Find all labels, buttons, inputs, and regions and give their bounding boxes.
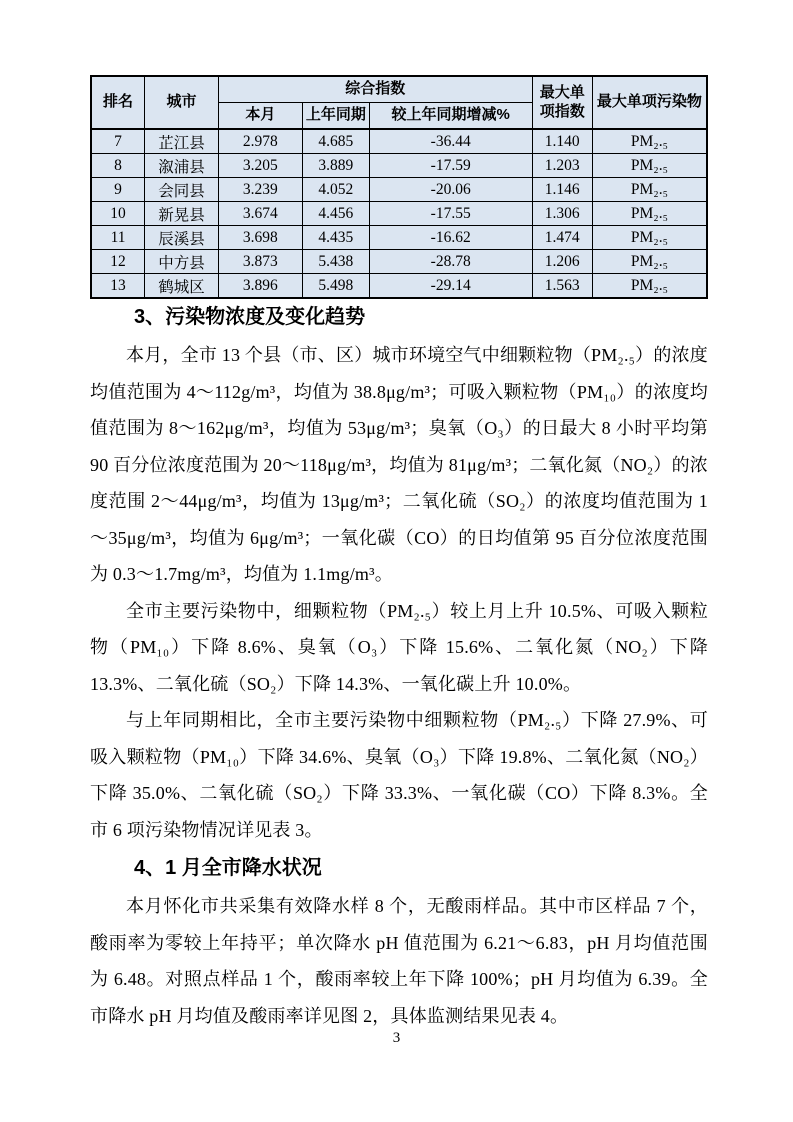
cell-this-month: 3.873: [218, 250, 302, 274]
cell-rank: 7: [91, 129, 145, 154]
city-air-quality-index-table: [90, 75, 708, 299]
header-last-year: 上年同期: [302, 103, 369, 130]
cell-max-pollutant: PM₂.₅: [592, 202, 707, 226]
cell-city: 新晃县: [145, 202, 219, 226]
section-heading-precipitation: 4、1 月全市降水状况: [134, 857, 322, 879]
cell-this-month: 3.896: [218, 274, 302, 299]
header-composite-index: 综合指数: [218, 76, 532, 103]
cell-this-month: 3.698: [218, 226, 302, 250]
cell-this-month: 2.978: [218, 129, 302, 154]
table-row: [91, 129, 707, 154]
paragraph-precipitation-summary: 本月怀化市共采集有效降水样 8 个，无酸雨样品。其中市区样品 7 个，酸雨率为零较上年持平；单次降水 pH 值范围为 6.21～6.83，pH 月均值范围为 6.48。对照点样品 1 个，酸雨率较上年下降 100%；pH 月均值为 6.39。全市降水 pH 月均值及酸雨率详见图 2，具体监测结果见表 4。: [90, 896, 708, 1026]
cell-this-month: 3.239: [218, 178, 302, 202]
cell-city: 辰溪县: [145, 226, 219, 250]
cell-city: 溆浦县: [145, 154, 219, 178]
section-heading-pollutant-trends: 3、污染物浓度及变化趋势: [134, 306, 366, 328]
cell-max-index: 1.206: [532, 250, 592, 274]
cell-max-pollutant: PM₂.₅: [592, 226, 707, 250]
cell-last-year: 4.685: [302, 129, 369, 154]
cell-rank: 12: [91, 250, 145, 274]
cell-city: 会同县: [145, 178, 219, 202]
paragraph-month-over-month-changes: 全市主要污染物中，细颗粒物（PM₂.₅）较上月上升 10.5%、可吸入颗粒物（PM₁₀）下降 8.6%、臭氧（O₃）下降 15.6%、二氧化氮（NO₂）下降 13.3%、二氧化硫（SO₂）下降 14.3%、一氧化碳上升 10.0%。: [90, 600, 708, 694]
cell-max-index: 1.306: [532, 202, 592, 226]
table-row: [91, 250, 707, 274]
table-row: [91, 274, 707, 299]
table-row: [91, 178, 707, 202]
cell-max-index: 1.203: [532, 154, 592, 178]
header-max-single-pollutant: 最大单项污染物: [592, 76, 707, 129]
cell-max-pollutant: PM₂.₅: [592, 154, 707, 178]
cell-max-index: 1.146: [532, 178, 592, 202]
cell-city: 鹤城区: [145, 274, 219, 299]
header-this-month: 本月: [218, 103, 302, 130]
cell-this-month: 3.205: [218, 154, 302, 178]
table-row: [91, 154, 707, 178]
cell-rank: 11: [91, 226, 145, 250]
table-row: [91, 202, 707, 226]
cell-change: -20.06: [369, 178, 532, 202]
cell-city: 中方县: [145, 250, 219, 274]
cell-rank: 13: [91, 274, 145, 299]
report-table: [90, 75, 708, 299]
cell-max-pollutant: PM₂.₅: [592, 250, 707, 274]
header-max-single-index: 最大单项指数: [532, 76, 592, 129]
document-body: [90, 297, 708, 1034]
cell-max-index: 1.563: [532, 274, 592, 299]
paragraph-year-over-year-changes: 与上年同期相比，全市主要污染物中细颗粒物（PM₂.₅）下降 27.9%、可吸入颗粒物（PM₁₀）下降 34.6%、臭氧（O₃）下降 19.8%、二氧化氮（NO₂）下降 35.0%、二氧化硫（SO₂）下降 33.3%、一氧化碳（CO）下降 8.3%。全市 6 项污染物情况详见表 3。: [90, 710, 708, 840]
cell-last-year: 5.438: [302, 250, 369, 274]
page-number: 3: [392, 1030, 401, 1046]
header-change-pct: 较上年同期增减%: [369, 103, 532, 130]
table-header-row-1: [91, 76, 707, 103]
cell-rank: 9: [91, 178, 145, 202]
header-city: 城市: [145, 76, 219, 129]
cell-max-pollutant: PM₂.₅: [592, 178, 707, 202]
cell-max-index: 1.474: [532, 226, 592, 250]
table-row: [91, 226, 707, 250]
cell-this-month: 3.674: [218, 202, 302, 226]
cell-last-year: 4.435: [302, 226, 369, 250]
cell-change: -17.55: [369, 202, 532, 226]
paragraph-pollutant-concentrations: 本月，全市 13 个县（市、区）城市环境空气中细颗粒物（PM₂.₅）的浓度均值范围为 4～112g/m³，均值为 38.8μg/m³；可吸入颗粒物（PM₁₀）的浓度均值范围为 8～162μg/m³，均值为 53μg/m³；臭氧（O₃）的日最大 8 小时平均第 90 百分位浓度范围为 20～118μg/m³，均值为 81μg/m³；二氧化氮（NO₂）的浓度范围 2～44μg/m³，均值为 13μg/m³；二氧化硫（SO₂）的浓度均值范围为 1～35μg/m³，均值为 6μg/m³；一氧化碳（CO）的日均值第 95 百分位浓度范围为 0.3～1.7mg/m³，均值为 1.1mg/m³。: [90, 345, 708, 584]
cell-max-pollutant: PM₂.₅: [592, 274, 707, 299]
cell-change: -17.59: [369, 154, 532, 178]
cell-max-index: 1.140: [532, 129, 592, 154]
cell-change: -36.44: [369, 129, 532, 154]
cell-change: -16.62: [369, 226, 532, 250]
cell-rank: 10: [91, 202, 145, 226]
cell-last-year: 4.052: [302, 178, 369, 202]
cell-last-year: 5.498: [302, 274, 369, 299]
cell-last-year: 3.889: [302, 154, 369, 178]
cell-change: -28.78: [369, 250, 532, 274]
cell-rank: 8: [91, 154, 145, 178]
cell-last-year: 4.456: [302, 202, 369, 226]
cell-city: 芷江县: [145, 129, 219, 154]
header-rank: 排名: [91, 76, 145, 129]
cell-max-pollutant: PM₂.₅: [592, 129, 707, 154]
cell-change: -29.14: [369, 274, 532, 299]
